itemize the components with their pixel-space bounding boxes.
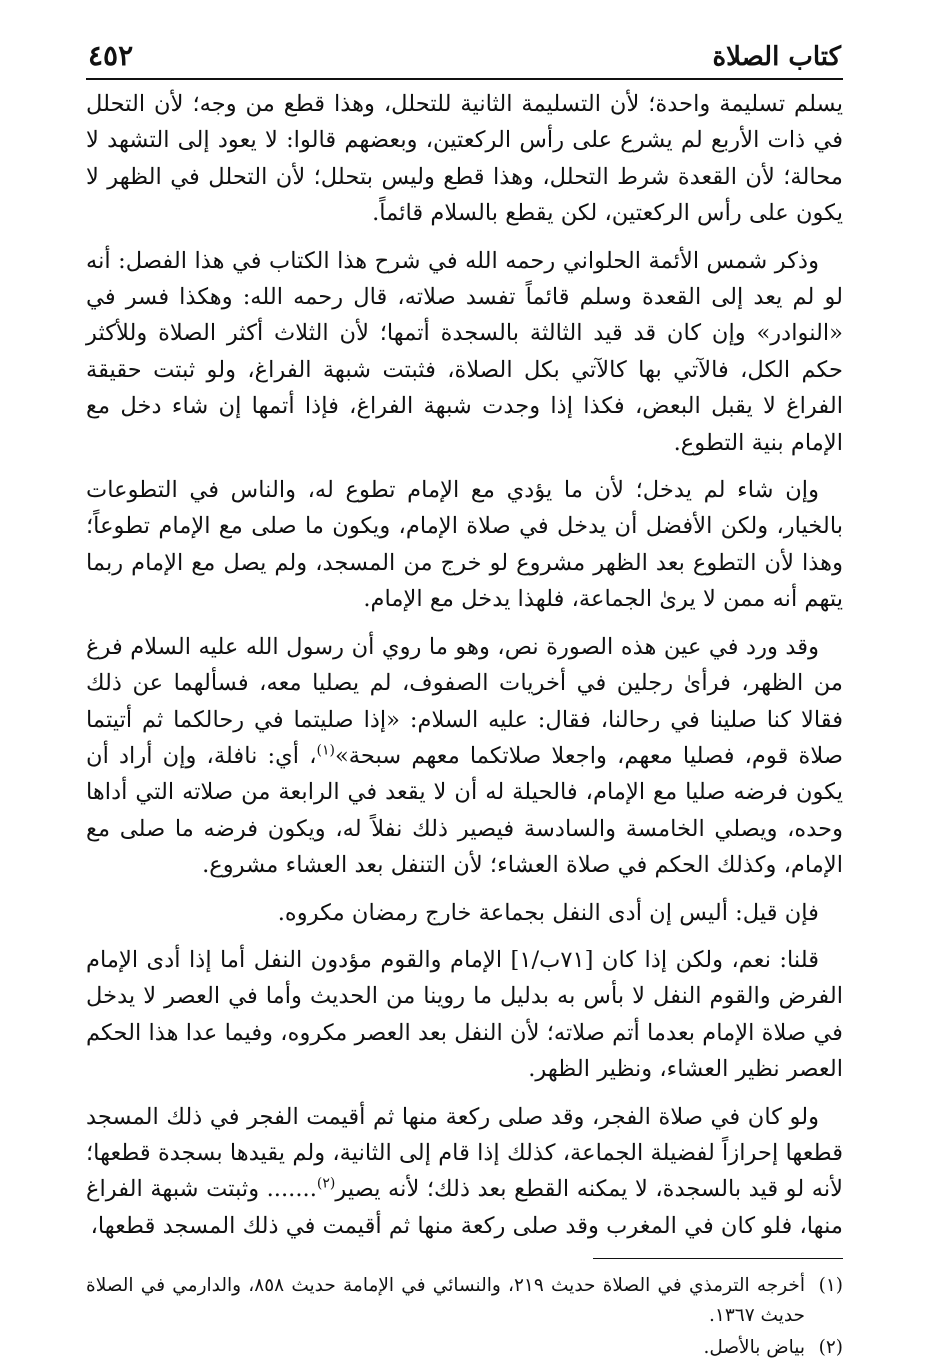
- paragraph-5: فإن قيل: أليس إن أدى النفل بجماعة خارج رمضان مكروه.: [277, 899, 819, 926]
- footnote-reference-2: (٢): [316, 1175, 336, 1192]
- page-number: ٤٥٢: [88, 39, 134, 72]
- book-page: [86, 38, 843, 1358]
- footnote-2-number: (٢): [818, 1337, 843, 1358]
- paragraph-4: [86, 629, 843, 884]
- paragraph-4-text-b: ، أي: نافلة، وإن أراد أن يكون فرضه صليا مع الإمام، فالحيلة له أن لا يقعد في الرابعة من صلاته التي أداها وحده، ويصلي الخامسة والسادسة فيصير ذلك نفلاً له، ويكون فرضه ما صلى مع الإمام، وكذلك الحكم في صلاة العشاء؛ لأن التنفل بعد العشاء مشروع.: [86, 742, 843, 879]
- footnote-1-text: أخرجه الترمذي في الصلاة حديث ٢١٩، والنسائي في الإمامة حديث ٨٥٨، والدارمي في الصلاة حديث ١٣٦٧.: [86, 1275, 805, 1326]
- footnote-1: [86, 1271, 843, 1331]
- footnote-1-number: (١): [818, 1275, 843, 1296]
- footnote-2-text: بياض بالأصل.: [703, 1337, 805, 1358]
- paragraph-2: وذكر شمس الأئمة الحلواني رحمه الله في شرح هذا الكتاب في هذا الفصل: أنه لو لم يعد إلى القعدة وسلم قائماً تفسد صلاته، قال رحمه الله: وهكذا فسر في «النوادر» وإن كان قد قيد الثالثة بالسجدة أتمها؛ لأن الثلاث أكثر الصلاة وللأكثر حكم الكل، فالآتي بها كالآتي بكل الصلاة، فثبتت شبهة الفراغ، ولو ثبتت حقيقة الفراغ لا يقبل البعض، فكذا إذا وجدت شبهة الفراغ، فإذا أتمها إن شاء دخل مع الإمام بنية التطوع.: [86, 247, 843, 456]
- paragraph-3: وإن شاء لم يدخل؛ لأن ما يؤدي مع الإمام تطوع له، والناس في التطوعات بالخيار، ولكن الأفضل أن يدخل في صلاة الإمام، ويكون ما صلى مع الإمام تطوعاً؛ وهذا لأن التطوع بعد الظهر مشروع لو خرج من المسجد، ولم يصل مع الإمام ربما يتهم أنه ممن لا يرىٰ الجماعة، فلهذا يدخل مع الإمام.: [86, 477, 843, 613]
- paragraph-7-text-a: ولو كان في صلاة الفجر، وقد صلى ركعة منها ثم أقيمت الفجر في ذلك المسجد قطعها إحرازاً لفضيلة الجماعة، كذلك إذا قام إلى الثانية، ولم يقيدها بسجدة قطعها؛ لأنه لو قيد بالسجدة، لا يمكنه القطع بعد ذلك؛ لأنه يصير: [86, 1103, 843, 1203]
- paragraph-4-text-a: وقد ورد في عين هذه الصورة نص، وهو ما روي أن رسول الله عليه السلام فرغ من الظهر، فرأىٰ رجلين في أخريات الصفوف، لم يصليا معه، فسألهما عن ذلك فقالا كنا صلينا في رحالنا، فقال: عليه السلام: «إذا صليتما في رحالكما ثم أتيتما صلاة قوم، فصليا معهم، واجعلا صلاتكما معهم سبحة»: [86, 633, 843, 769]
- footnote-divider: [593, 1258, 843, 1259]
- paragraph-7: [86, 1099, 843, 1245]
- footnote-2: [86, 1333, 843, 1363]
- paragraph-7-text-b: ....... وثبتت شبهة الفراغ منها، فلو كان في المغرب وقد صلى ركعة منها ثم أقيمت في ذلك المسجد قطعها،: [86, 1176, 843, 1239]
- chapter-title: كتاب الصلاة: [712, 42, 841, 72]
- paragraph-1: يسلم تسليمة واحدة؛ لأن التسليمة الثانية للتحلل، وهذا قطع من وجه؛ لأن التحلل في ذات الأربع لم يشرع على رأس الركعتين، وبعضهم قالوا: لا يعود إلى التشهد لا محالة؛ لأن القعدة شرط التحلل، وهذا قطع وليس بتحلل؛ لأن التحلل في الظهر لا يكون على رأس الركعتين، لكن يقطع بالسلام قائماً.: [86, 91, 843, 227]
- paragraph-6: قلنا: نعم، ولكن إذا كان [٧١ب/١] الإمام والقوم مؤدون النفل أما إذا أدى الإمام الفرض والقوم النفل لا بأس به بدليل ما روينا من الحديث وأما في العصر لا يدخل في صلاة الإمام بعدما أتم صلاته؛ لأن النفل بعد العصر مكروه، وفيما عدا هذا الحكم العصر نظير العشاء، ونظير الظهر.: [86, 946, 843, 1083]
- page-header: [86, 38, 843, 80]
- main-text: [86, 86, 843, 1244]
- footnotes-section: [86, 1248, 843, 1365]
- footnote-reference-1: (١): [316, 742, 335, 759]
